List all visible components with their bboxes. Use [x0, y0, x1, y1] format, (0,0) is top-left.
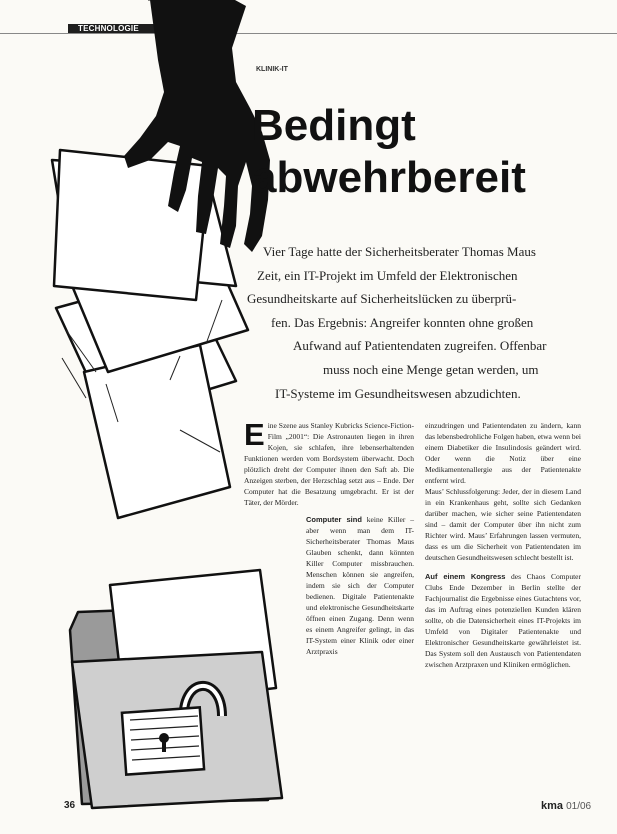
intro-line: Zeit, ein IT-Projekt im Umfeld der Elektronischen	[257, 267, 518, 283]
body-column-2	[425, 420, 581, 670]
body-paragraph: keine Killer – aber wenn man dem IT-Sicherheitsberater Thomas Maus Glauben schenkt, dann könnten Killer Computer missbrauchen. Menschen können sie angreifen, indem sie sich der Computer bedienen. Digitale Patientenakte und elektronische Gesundheitskarte öffnen einen Zugang. Denn wenn es einem Angreifer gelingt, in das IT-System einer Klinik oder einer Arztpraxis	[306, 515, 414, 656]
subhead: Auf einem Kongress	[425, 572, 506, 581]
body-paragraph: Maus’ Schlussfolgerung: Jeder, der in diesem Land in ein Krankenhaus geht, sollte sich Gedanken darüber machen, wie sicher seine Patientendaten sind – damit der Computer über ihn nicht zum Richter wird. Maus’ Erfahrungen lassen vermuten, dass es um die Sicherheit von Patientendaten im deutschen Gesundheitswesen schlecht bestellt ist.	[425, 487, 581, 562]
issue-number: 01/06	[566, 801, 592, 812]
body-column-1	[244, 417, 414, 657]
drop-cap: E	[244, 417, 265, 452]
headline-line: abwehrbereit	[252, 153, 526, 202]
intro-line: IT-Systeme im Gesundheitswesen abzudichten.	[275, 385, 521, 401]
intro-line: Vier Tage hatte der Sicherheitsberater Thomas Maus	[263, 244, 536, 259]
headline	[252, 100, 526, 204]
lead-paragraph: ine Szene aus Stanley Kubricks Science-Fiction-Film „2001“: Die Astronauten liegen in ihren Kojen, sie schlafen, ihre lebenserhaltenden Funktionen werden vom Bordsystem überwacht. Doch plötzlich dreht der Computer ihnen den Saft ab. Die Anzeigen sterben, der Herzschlag setzt aus – Ende. Der Computer hat die Besatzung umgebracht. Er ist der Täter, der Mörder.	[244, 421, 414, 507]
subhead: Computer sind	[306, 515, 362, 524]
kicker: KLINIK-IT	[256, 66, 288, 73]
section-label: TECHNOLOGIE	[78, 24, 139, 33]
body-paragraph: einzudringen und Patientendaten zu ändern, kann das lebensbedrohliche Folgen haben, etwa wenn bei einem Diabetiker die Insulindosis geändert wird. Oder wenn die Notiz über eine Medikamentenallergie aus der Patientenakte entfernt wird.	[425, 421, 581, 485]
intro-line: muss noch eine Menge getan werden, um	[323, 361, 539, 377]
intro-line: Gesundheitskarte auf Sicherheitslücken zu überprü-	[247, 291, 517, 307]
intro-text	[215, 240, 575, 405]
page-number: 36	[64, 800, 76, 811]
intro-line: Aufwand auf Patientendaten zugreifen. Offenbar	[293, 338, 547, 354]
magazine-footer	[541, 800, 591, 812]
intro-line: fen. Das Ergebnis: Angreifer konnten ohne großen	[271, 314, 534, 330]
magazine-name: kma	[541, 800, 564, 812]
headline-line: Bedingt	[252, 101, 416, 150]
body-paragraph: des Chaos Computer Clubs Ende Dezember in Berlin stellte der Fachjournalist die Ergebnisse eines Gutachtens vor, das im Auftrag eines potenziellen Kunden klären sollte, ob die Datensicherheit eines IT-Projekts im Umfeld von Digitaler Patientenakte und Elektronischer Gesundheitskarte gewährleistet ist. Das System soll den Austausch von Patientendaten zwischen Arztpraxen und Kliniken ermöglichen.	[425, 572, 582, 669]
